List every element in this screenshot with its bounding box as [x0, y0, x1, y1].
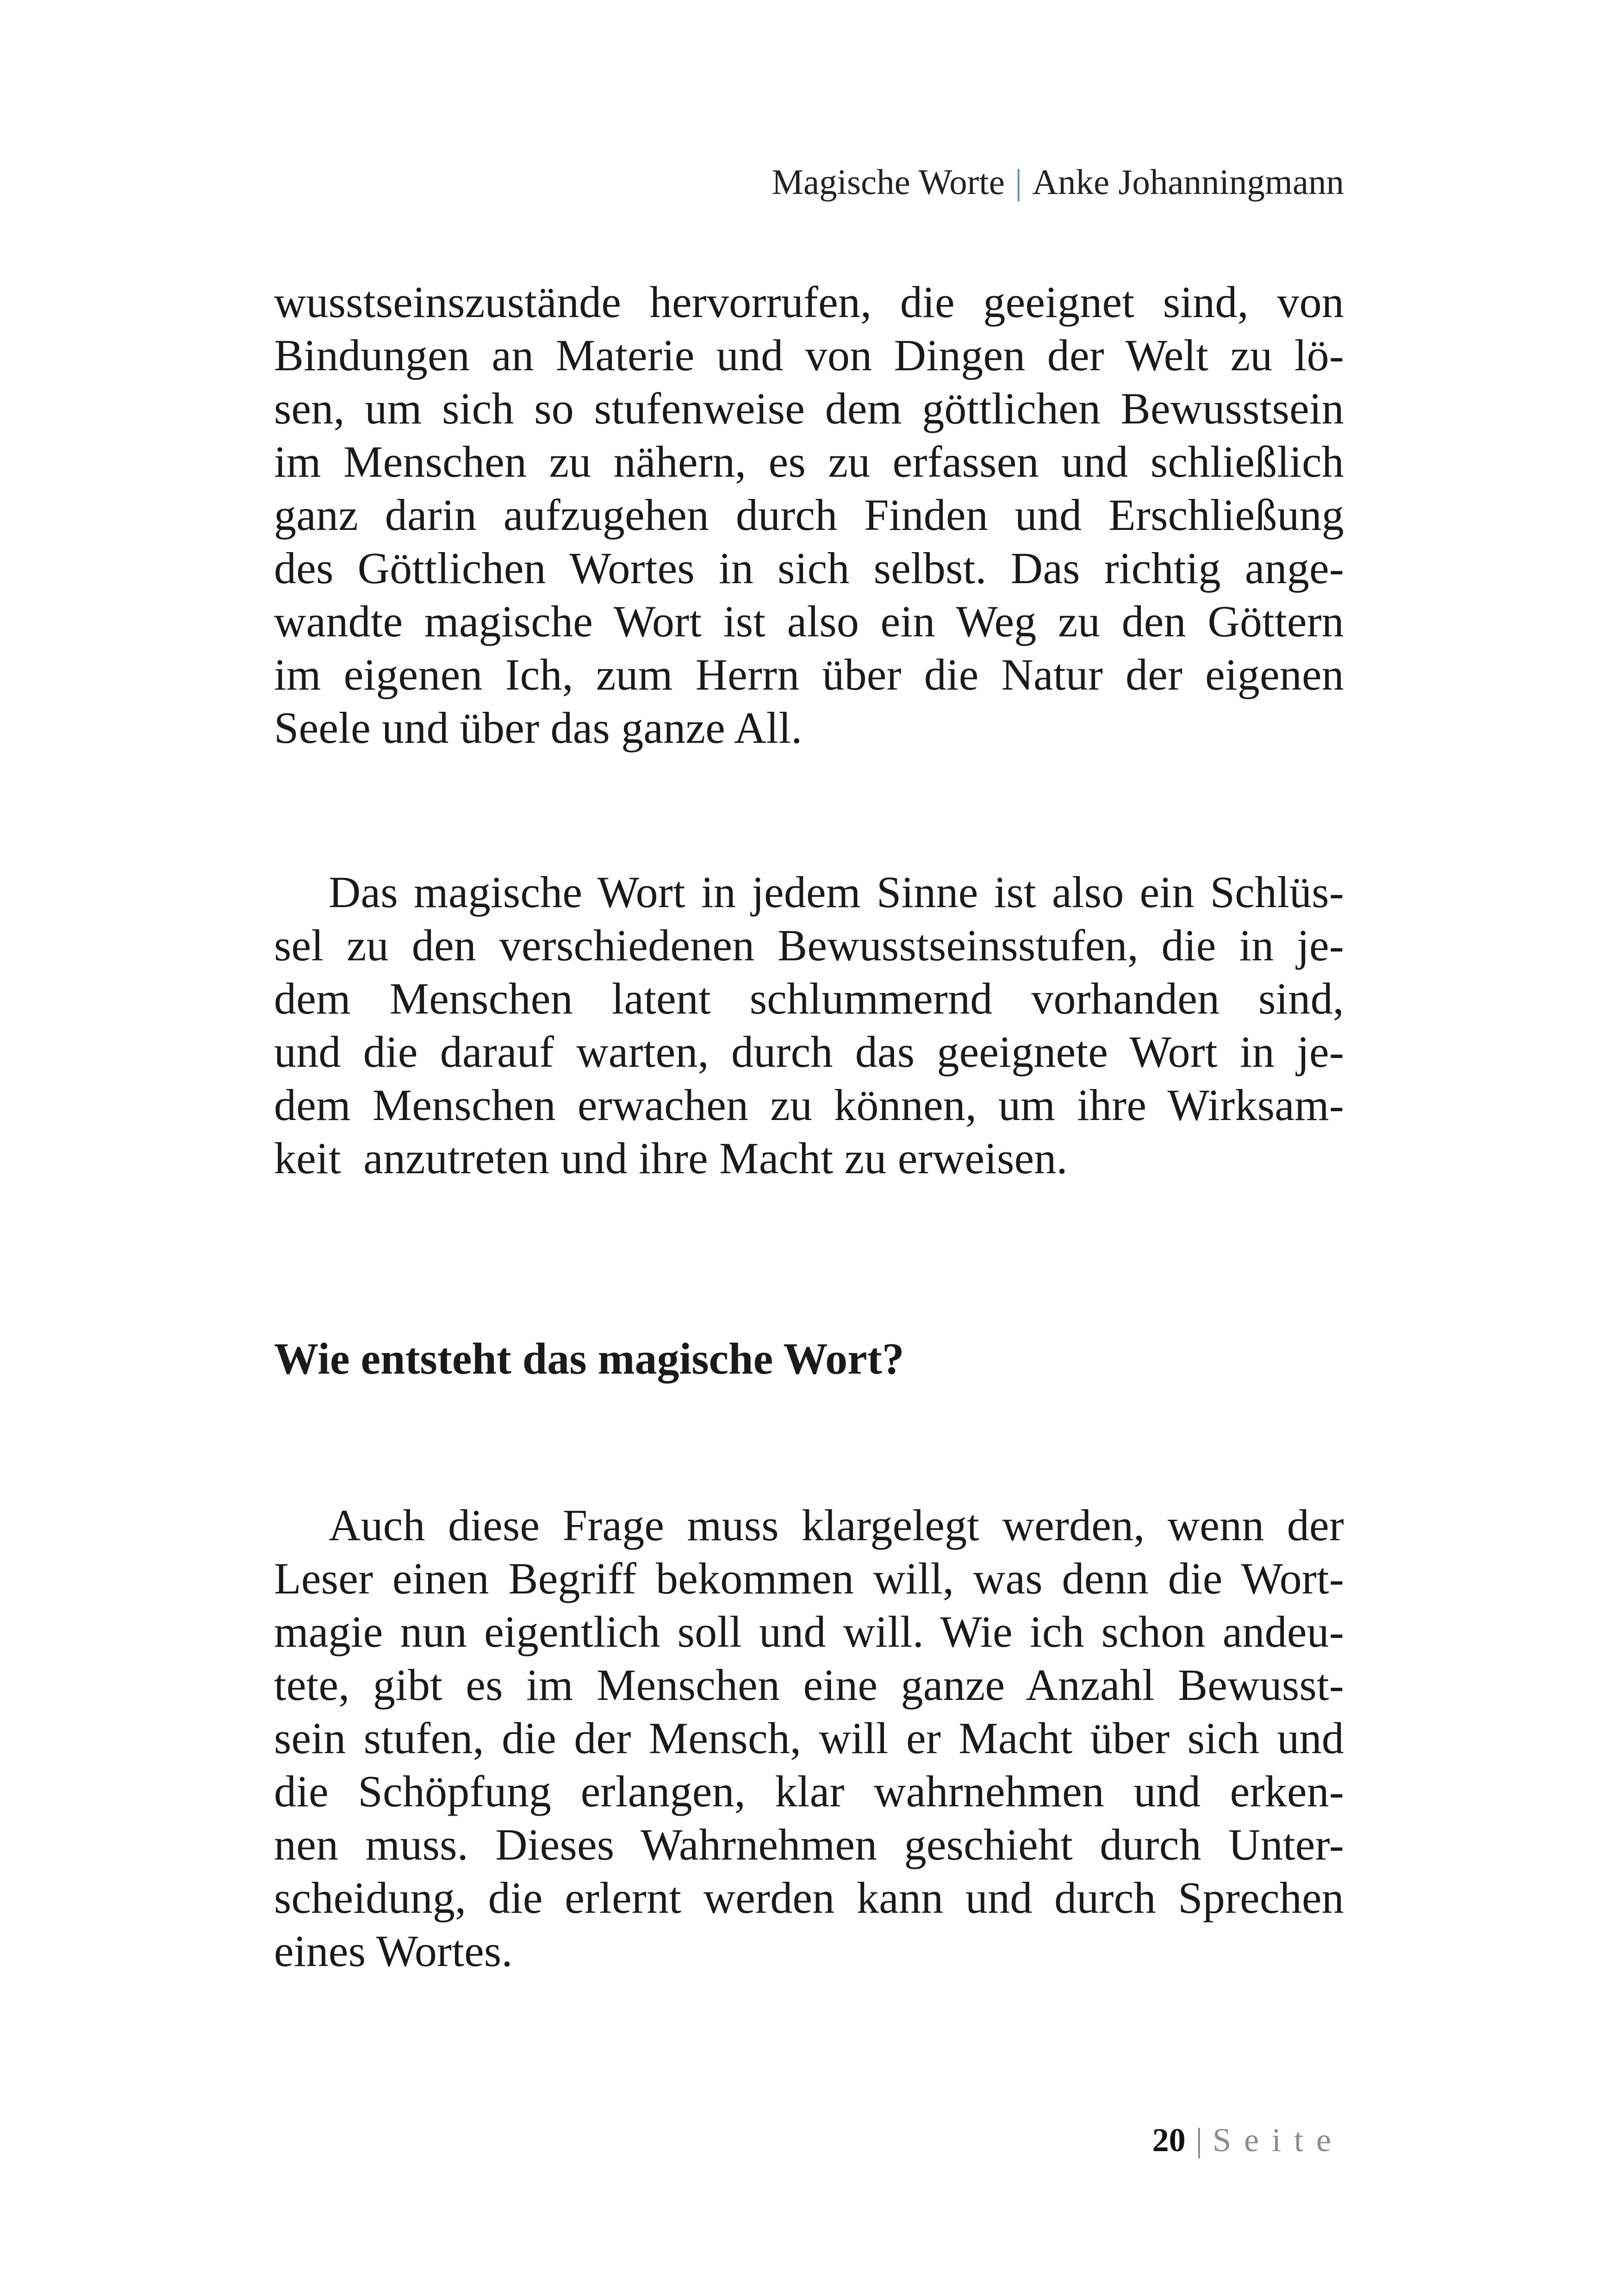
- paragraph-line: die Schöpfung erlangen, klar wahrnehmen und erken-: [274, 1767, 1344, 1816]
- paragraph-line: scheidung, die erlernt werden kann und durch Sprechen: [274, 1873, 1344, 1923]
- paragraph-line: des Göttlichen Wortes in sich selbst. Das richtig ange-: [274, 543, 1344, 593]
- paragraph-line: Bindungen an Materie und von Dingen der Welt zu lö-: [274, 330, 1344, 380]
- paragraph-line: im Menschen zu nähern, es zu erfassen und schließlich: [274, 437, 1344, 486]
- paragraph-1: [274, 275, 1344, 754]
- header-author: Anke Johanningmann: [1032, 162, 1344, 202]
- paragraph-3: [274, 1499, 1344, 1978]
- header-book-title: Magische Worte: [772, 162, 1005, 202]
- paragraph-line: wandte magische Wort ist also ein Weg zu den Göttern: [274, 597, 1344, 646]
- paragraph-line: im eigenen Ich, zum Herrn über die Natur der eigenen: [274, 650, 1344, 699]
- paragraph-line: dem Menschen latent schlummernd vorhanden sind,: [274, 974, 1344, 1023]
- paragraph-line: sein stufen, die der Mensch, will er Macht über sich und: [274, 1713, 1344, 1763]
- paragraph-line: wusstseinszustände hervorrufen, die geeignet sind, von: [274, 277, 1344, 327]
- paragraph-line: keit anzutreten und ihre Macht zu erweisen.: [274, 1133, 1068, 1183]
- paragraph-line: nen muss. Dieses Wahrnehmen geschieht durch Unter-: [274, 1820, 1344, 1869]
- header-separator: |: [1014, 162, 1022, 202]
- paragraph-line: tete, gibt es im Menschen eine ganze Anzahl Bewusst-: [274, 1660, 1344, 1710]
- paragraph-line: sel zu den verschiedenen Bewusstseinsstufen, die in je-: [274, 921, 1344, 970]
- running-header: [772, 164, 1344, 200]
- paragraph-2: [274, 865, 1344, 1185]
- page-footer: [1152, 2123, 1344, 2157]
- paragraph-line: sen, um sich so stufenweise dem göttlichen Bewusstsein: [274, 384, 1344, 433]
- paragraph-line: Leser einen Begriff bekommen will, was denn die Wort-: [274, 1554, 1344, 1603]
- section-heading: Wie entsteht das magische Wort?: [274, 1334, 904, 1383]
- paragraph-line: dem Menschen erwachen zu können, um ihre Wirksam-: [274, 1080, 1344, 1130]
- paragraph-line: magie nun eigentlich soll und will. Wie ich schon andeu-: [274, 1607, 1344, 1656]
- footer-separator: |: [1195, 2122, 1203, 2159]
- paragraph-line: Das magische Wort in jedem Sinne ist also ein Schlüs-: [329, 867, 1344, 917]
- paragraph-line: und die darauf warten, durch das geeignete Wort in je-: [274, 1027, 1344, 1076]
- paragraph-line: Seele und über das ganze All.: [274, 703, 803, 753]
- page-word: Seite: [1213, 2122, 1344, 2159]
- page-number: 20: [1152, 2122, 1186, 2159]
- paragraph-line: Auch diese Frage muss klargelegt werden, wenn der: [329, 1500, 1344, 1550]
- paragraph-line: eines Wortes.: [274, 1926, 513, 1976]
- page-body: [274, 275, 1344, 1978]
- paragraph-line: ganz darin aufzugehen durch Finden und Erschließung: [274, 490, 1344, 540]
